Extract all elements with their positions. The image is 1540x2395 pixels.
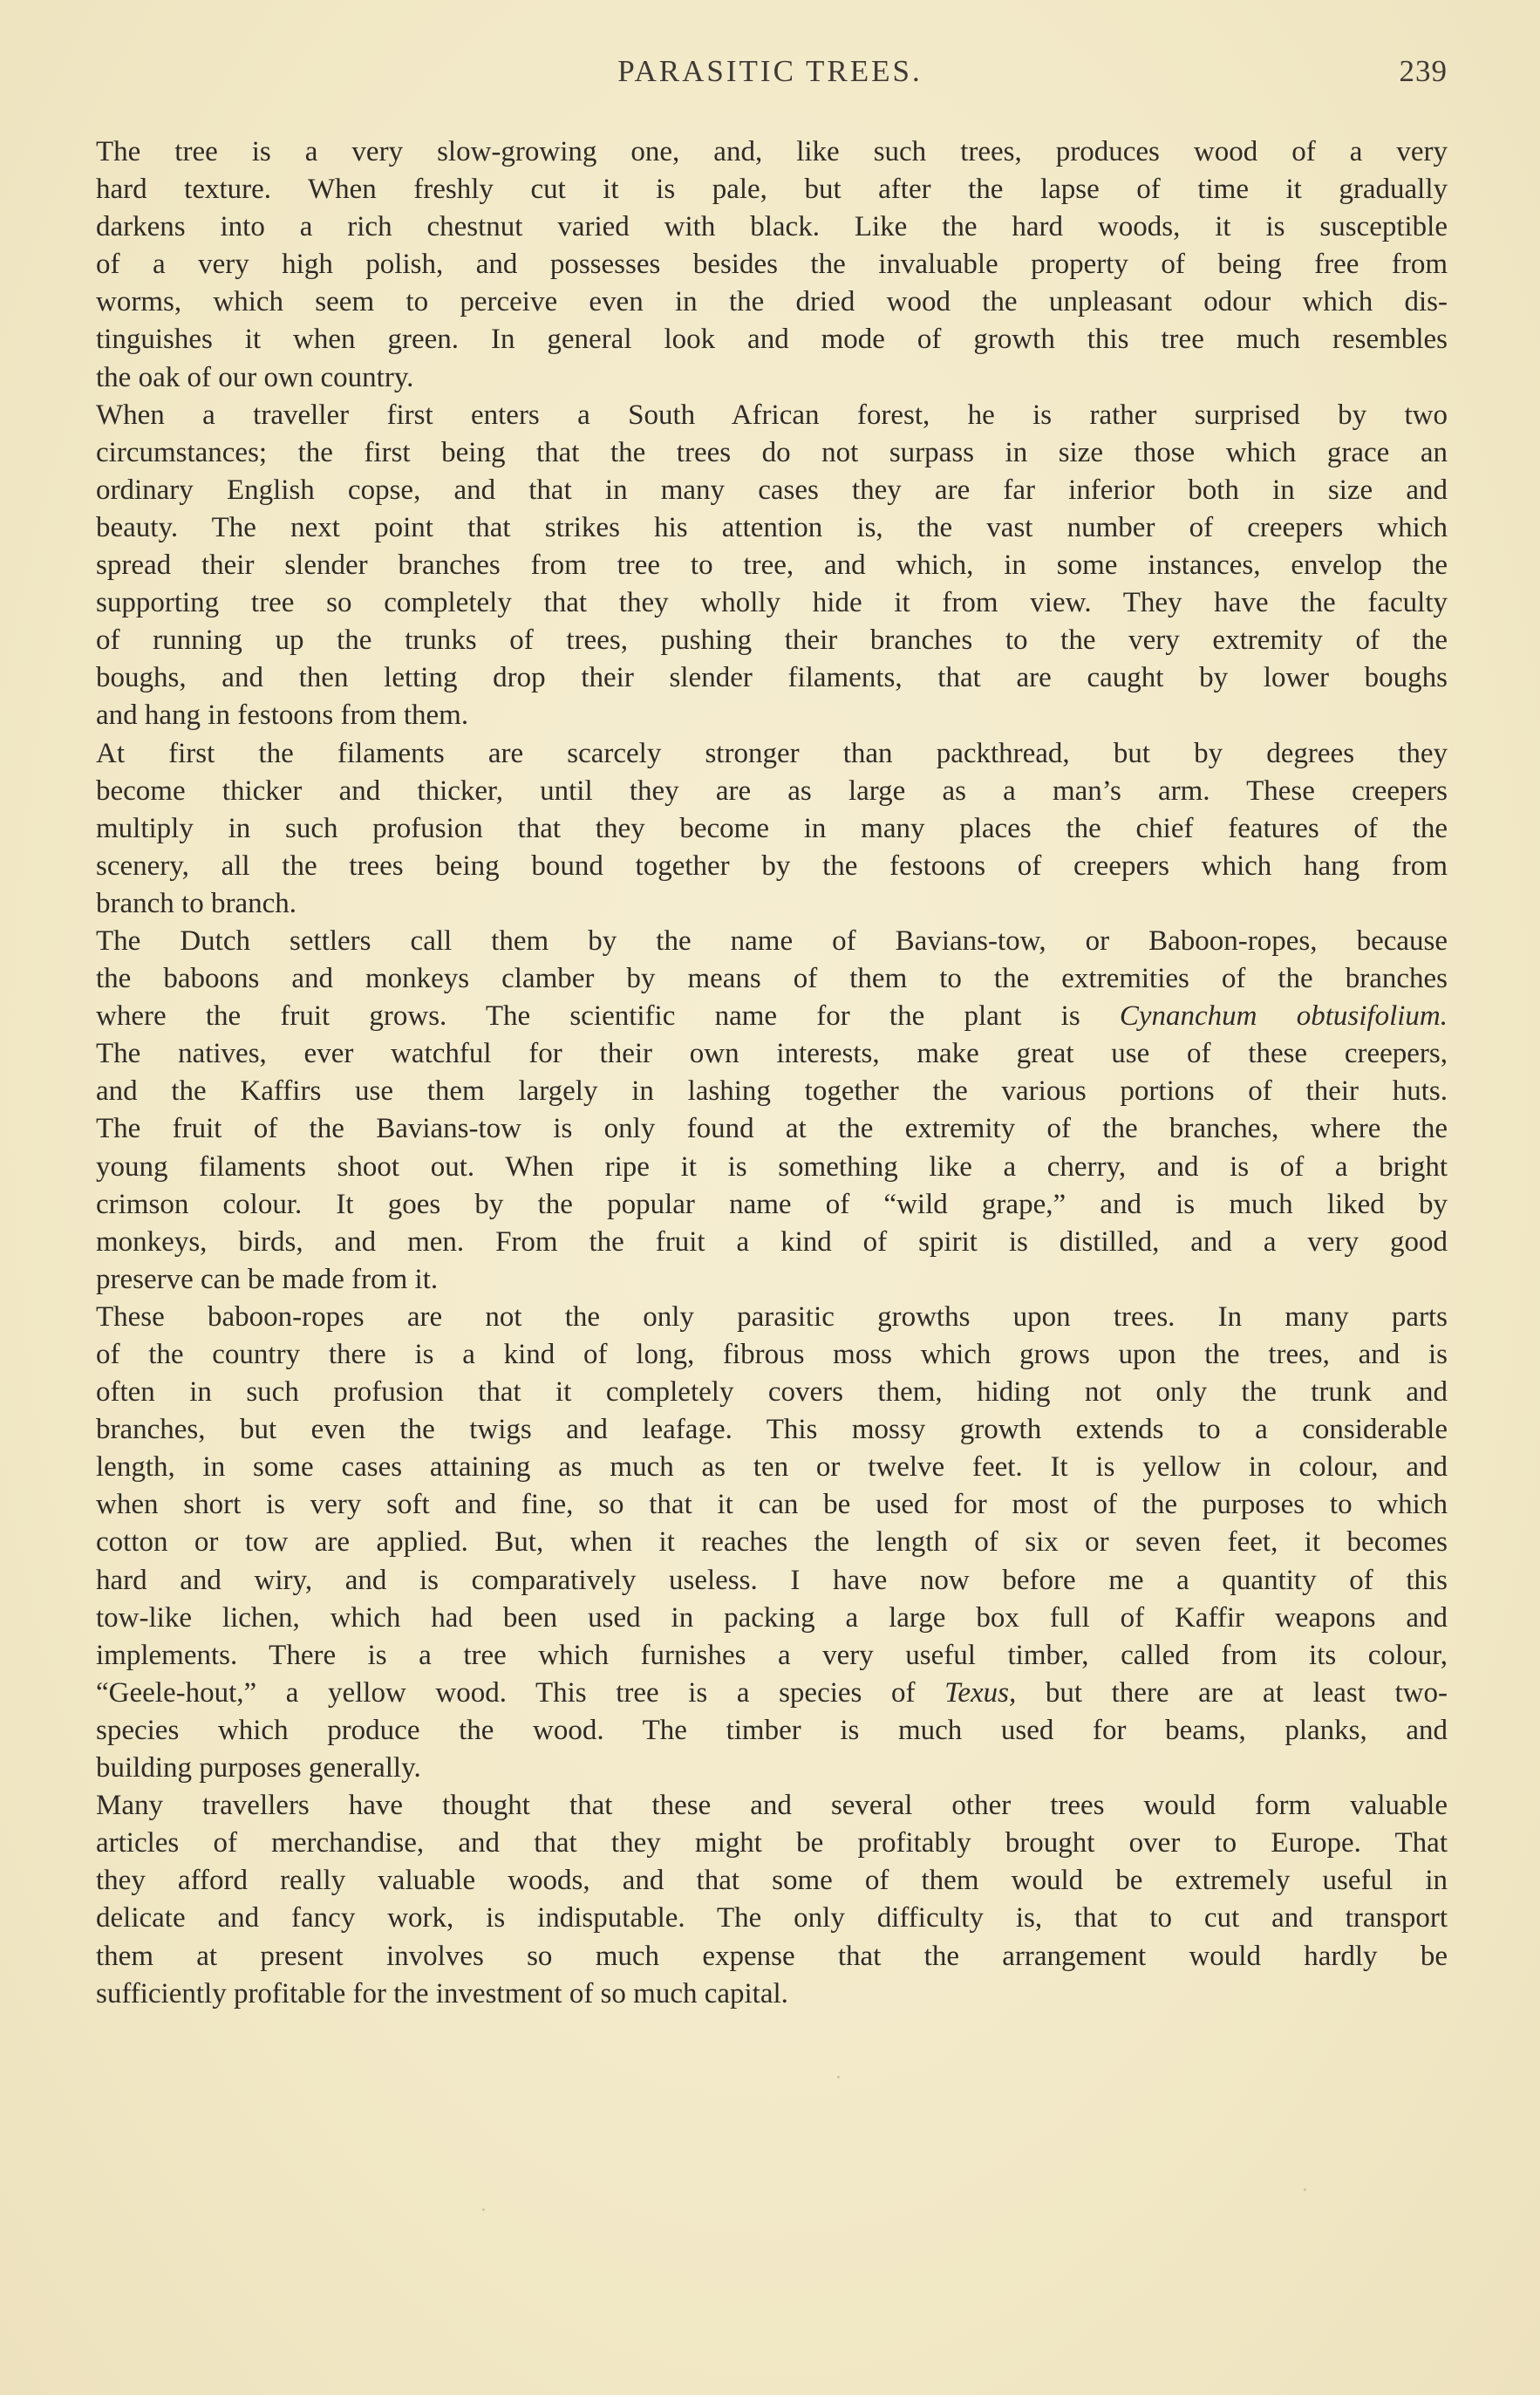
text-line: hard texture. When freshly cut it is pale, but after the lapse of time it gradually (96, 174, 1448, 206)
text-line: The tree is a very slow-growing one, and, like such trees, produces wood of a very (96, 136, 1448, 167)
text-line: often in such profusion that it completely covers them, hiding not only the trunk and (96, 1376, 1448, 1409)
paragraph-3 (96, 735, 1448, 923)
body-text (96, 133, 1448, 2013)
text-line: These baboon-ropes are not the only parasitic growths upon trees. In many parts (96, 1300, 1448, 1333)
text-line: and the Kaffirs use them largely in lashing together the various portions of their huts. (96, 1075, 1448, 1108)
text-line: crimson colour. It goes by the popular name of “wild grape,” and is much liked by (96, 1188, 1448, 1220)
text-line: darkens into a rich chestnut varied with black. Like the hard woods, it is susceptible (96, 211, 1448, 243)
text-line: When a traveller first enters a South African forest, he is rather surprised by two (96, 399, 1448, 431)
text-line: branches, but even the twigs and leafage. This mossy growth extends to a considerable (96, 1414, 1448, 1446)
text-fragment: but there are at least two- (1016, 1676, 1448, 1709)
scientific-name: Cynanchum obtusifolium. (1119, 1000, 1448, 1033)
text-line: the oak of our own country. (96, 361, 414, 393)
text-line: multiply in such profusion that they become in many places the chief features of the (96, 812, 1448, 844)
text-line: of running up the trunks of trees, pushing their branches to the very extremity of the (96, 624, 1448, 657)
running-title: PARASITIC TREES. (617, 54, 923, 88)
text-line: when short is very soft and fine, so that it can be used for most of the purposes to which (96, 1489, 1448, 1521)
text-fragment: “Geele-hout,” a yellow wood. This tree is a species of (96, 1676, 945, 1709)
paper-speck (482, 2208, 485, 2211)
text-line: At first the filaments are scarcely stronger than packthread, but by degrees they (96, 737, 1448, 769)
text-line: circumstances; the first being that the trees do not surpass in size those which grace an (96, 436, 1448, 468)
paper-speck (1304, 2188, 1306, 2191)
text-line: Many travellers have thought that these and several other trees would form valuable (96, 1790, 1448, 1822)
text-line: sufficiently profitable for the investment of so much capital. (96, 1977, 788, 2009)
text-fragment: where the fruit grows. The scientific name for the plant is (96, 1000, 1120, 1033)
text-line: young filaments shoot out. When ripe it is something like a cherry, and is of a bright (96, 1150, 1448, 1183)
text-line: tinguishes it when green. In general look and mode of growth this tree much resembles (96, 324, 1448, 356)
page-number: 239 (1399, 54, 1448, 88)
text-line: spread their slender branches from tree to tree, and which, in some instances, envelop the (96, 549, 1448, 582)
text-line: of the country there is a kind of long, fibrous moss which grows upon the trees, and is (96, 1339, 1448, 1370)
text-line: species which produce the wood. The timber is much used for beams, planks, and (96, 1714, 1448, 1746)
text-line: tow-like lichen, which had been used in packing a large box full of Kaffir weapons and (96, 1601, 1448, 1634)
text-line: length, in some cases attaining as much as ten or twelve feet. It is yellow in colour, and (96, 1451, 1448, 1484)
text-line: hard and wiry, and is comparatively useless. I have now before me a quantity of this (96, 1564, 1448, 1596)
text-line: articles of merchandise, and that they might be profitably brought over to Europe. That (96, 1827, 1448, 1859)
paragraph-5 (96, 1299, 1448, 1787)
text-line: branch to branch. (96, 887, 296, 919)
text-line: supporting tree so completely that they wholly hide it from view. They have the faculty (96, 587, 1448, 619)
text-line: become thicker and thicker, until they are as large as a man’s arm. These creepers (96, 774, 1448, 807)
text-line: and hang in festoons from them. (96, 699, 469, 732)
paragraph-1 (96, 133, 1448, 397)
paragraph-6 (96, 1787, 1448, 2013)
text-line-with-italic (96, 998, 1448, 1035)
paragraph-4 (96, 923, 1448, 1299)
paper-speck (837, 2076, 840, 2078)
text-line: worms, which seem to perceive even in the dried wood the unpleasant odour which dis- (96, 286, 1448, 318)
text-line: preserve can be made from it. (96, 1263, 439, 1295)
text-line: boughs, and then letting drop their slender filaments, that are caught by lower boughs (96, 662, 1448, 694)
text-line: the baboons and monkeys clamber by means of them to the extremities of the branches (96, 963, 1448, 995)
text-line: cotton or tow are applied. But, when it reaches the length of six or seven feet, it becomes (96, 1526, 1448, 1559)
text-line: implements. There is a tree which furnishes a very useful timber, called from its colour, (96, 1639, 1448, 1671)
text-line: The natives, ever watchful for their own interests, make great use of these creepers, (96, 1038, 1448, 1070)
text-line: delicate and fancy work, is indisputable. The only difficulty is, that to cut and transport (96, 1902, 1448, 1934)
text-line: of a very high polish, and possesses besides the invaluable property of being free from (96, 249, 1448, 281)
scientific-name: Texus, (944, 1676, 1017, 1709)
running-head (0, 54, 1540, 106)
text-line: they afford really valuable woods, and that some of them would be extremely useful in (96, 1865, 1448, 1897)
text-line: ordinary English copse, and that in many cases they are far inferior both in size and (96, 474, 1448, 506)
paragraph-2 (96, 397, 1448, 735)
text-line: monkeys, birds, and men. From the fruit a kind of spirit is distilled, and a very good (96, 1225, 1448, 1258)
text-line: them at present involves so much expense that the arrangement would hardly be (96, 1940, 1448, 1972)
text-line: scenery, all the trees being bound together by the festoons of creepers which hang from (96, 850, 1448, 882)
text-line: The fruit of the Bavians-tow is only found at the extremity of the branches, where the (96, 1113, 1448, 1145)
text-line-with-italic (96, 1675, 1448, 1712)
text-line: building purposes generally. (96, 1752, 421, 1784)
text-line: beauty. The next point that strikes his attention is, the vast number of creepers which (96, 511, 1448, 543)
text-line: The Dutch settlers call them by the name of Bavians-tow, or Baboon-ropes, because (96, 925, 1448, 957)
